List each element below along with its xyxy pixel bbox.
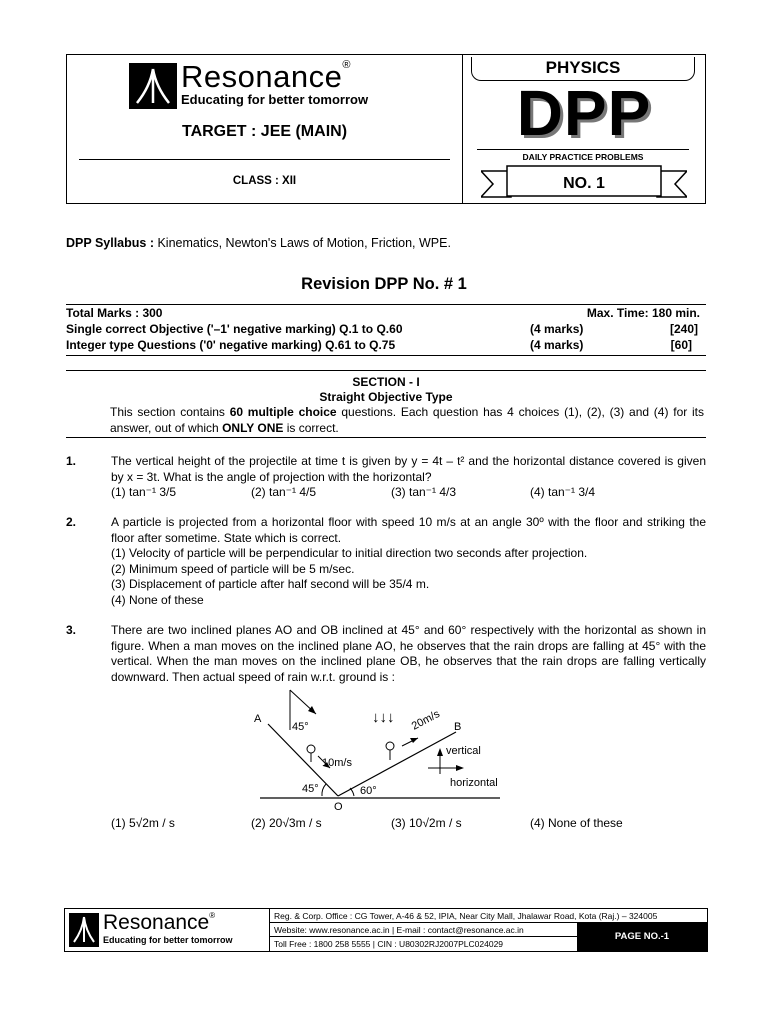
dpp-number: NO. 1 (563, 175, 605, 192)
marks-row: Single correct Objective ('–1' negative marking) Q.1 to Q.60 (4 marks) [240] (66, 322, 698, 336)
header-right (463, 55, 705, 203)
option[interactable]: (3) tan⁻¹ 4/3 (391, 485, 457, 499)
label-o: O (334, 801, 343, 812)
section-subtitle: Straight Objective Type (319, 390, 453, 404)
option[interactable]: (4) tan⁻¹ 3/4 (530, 485, 596, 499)
option[interactable]: (1) 5√2m / s (111, 816, 175, 830)
options-row (111, 816, 706, 832)
angle-right: 60° (360, 785, 377, 797)
toll-free: Toll Free : 1800 258 5555 | CIN : U80302RJ2007PLC024029 (274, 939, 504, 949)
question-2: 2. A particle is projected from a horizontal floor with speed 10 m/s at an angle 30º with the floor and striking the floor after sometime. State which is correct. (1) Velocity of particle will be perpendicular to initial direction two seconds after projection. (2) Minimum speed of particle will be 5 m/sec. (3) Displacement of particle after half second will be 35/4 m. (4) None of these (66, 515, 706, 607)
marks-table (66, 304, 706, 356)
footer-info (269, 909, 707, 951)
page-title: Revision DPP No. # 1 (301, 275, 467, 293)
dpp-heading: DPP (516, 77, 652, 149)
page-number: PAGE NO.-1 (577, 923, 707, 951)
class-label: CLASS : XII (232, 175, 297, 187)
options-row (111, 485, 706, 501)
option[interactable]: (2) 20√3m / s (251, 816, 322, 830)
section-title: SECTION - I (352, 375, 420, 389)
subject-tab: PHYSICS (471, 57, 695, 81)
brand-name: Resonance® (181, 59, 351, 94)
resonance-logo-icon (69, 913, 99, 947)
question-text: A particle is projected from a horizontal floor with speed 10 m/s at an angle 30º with the floor and striking the floor after sometime. State which is correct. (111, 515, 706, 545)
website-email: Website: www.resonance.ac.in | E-mail : contact@resonance.ac.in (270, 923, 578, 937)
footer (64, 908, 708, 952)
speed-label-1: 10m/s (322, 757, 352, 769)
syllabus: DPP Syllabus : Kinematics, Newton's Laws of Motion, Friction, WPE. (66, 236, 451, 250)
header-box (66, 54, 706, 204)
question-3: 3. There are two inclined planes AO and OB inclined at 45° and 60° respectively with the horizontal as shown in figure. When a man moves on the inclined plane AO, he observes that the rain drops are falling at 45° with the vertical. When the man moves on the inclined plane OB, he observes that the rain drops are falling vertically downward. Then actual speed of rain w.r.t. ground is : (66, 623, 706, 684)
option[interactable]: (4) None of these (111, 592, 204, 607)
label-a: A (254, 713, 262, 725)
office-address: Reg. & Corp. Office : CG Tower, A-46 & 52, IPIA, Near City Mall, Jhalawar Road, Kota (Raj.) – 324005 (270, 909, 707, 923)
section-description: This section contains 60 multiple choice questions. Each question has 4 choices (1), (2), (3) and (4) for its answer, out of which ONLY ONE is correct. (110, 405, 705, 435)
footer-brand: Resonance® (103, 911, 216, 934)
resonance-logo-icon (129, 63, 177, 109)
option[interactable]: (3) 10√2m / s (391, 816, 462, 830)
angle-left: 45° (302, 783, 319, 795)
option[interactable]: (2) Minimum speed of particle will be 5 m/sec. (111, 561, 355, 576)
brand-tagline: Educating for better tomorrow (181, 92, 369, 107)
marks-row: Total Marks : 300 Max. Time: 180 min. (66, 306, 700, 320)
divider (79, 159, 450, 160)
option[interactable]: (4) None of these (530, 816, 623, 830)
question-1: 1. The vertical height of the projectile at time t is given by y = 4t – t² and the horizontal distance covered is given by x = 3t. What is the angle of projection with the horizontal? (1) tan⁻¹ 3/5 (2) tan⁻¹ 4/5 (3) tan⁻¹ 4/3 (4) tan⁻¹ 3/4 (66, 454, 706, 499)
question-text: The vertical height of the projectile at time t is given by y = 4t – t² and the horizontal distance covered is given by x = 3t. What is the angle of projection with the horizontal? (111, 454, 706, 484)
label-vertical: vertical (446, 745, 481, 757)
section-header (66, 370, 706, 438)
question-text: There are two inclined planes AO and OB inclined at 45° and 60° respectively with the horizontal as shown in figure. When a man moves on the inclined plane AO, he observes that the rain drops are falling at 45° with the vertical. When the man moves on the inclined plane OB, he observes that the rain drops are falling vertically downward. Then actual speed of rain w.r.t. ground is : (111, 623, 706, 684)
option[interactable]: (3) Displacement of particle after half second will be 35/4 m. (111, 577, 430, 591)
rain-drops-icon: ↓↓↓ (372, 709, 395, 726)
header-left (67, 55, 463, 203)
inclined-planes-figure (238, 686, 528, 812)
label-b: B (454, 721, 462, 733)
label-horizontal: horizontal (450, 777, 498, 789)
question-3-options (66, 816, 706, 832)
dpp-number-ribbon (481, 163, 687, 201)
option[interactable]: (1) Velocity of particle will be perpendicular to initial direction two seconds after projection. (111, 546, 588, 560)
target-exam: TARGET : JEE (MAIN) (181, 123, 348, 140)
option[interactable]: (2) tan⁻¹ 4/5 (251, 485, 317, 499)
angle-top: 45° (292, 721, 309, 733)
speed-label-2: 20m/s (409, 707, 442, 733)
option[interactable]: (1) tan⁻¹ 3/5 (111, 485, 177, 499)
marks-row: Integer type Questions ('0' negative marking) Q.61 to Q.75 (4 marks) [60] (66, 338, 692, 352)
dpp-full-form: DAILY PRACTICE PROBLEMS (477, 149, 689, 162)
footer-tagline: Educating for better tomorrow (103, 935, 233, 945)
